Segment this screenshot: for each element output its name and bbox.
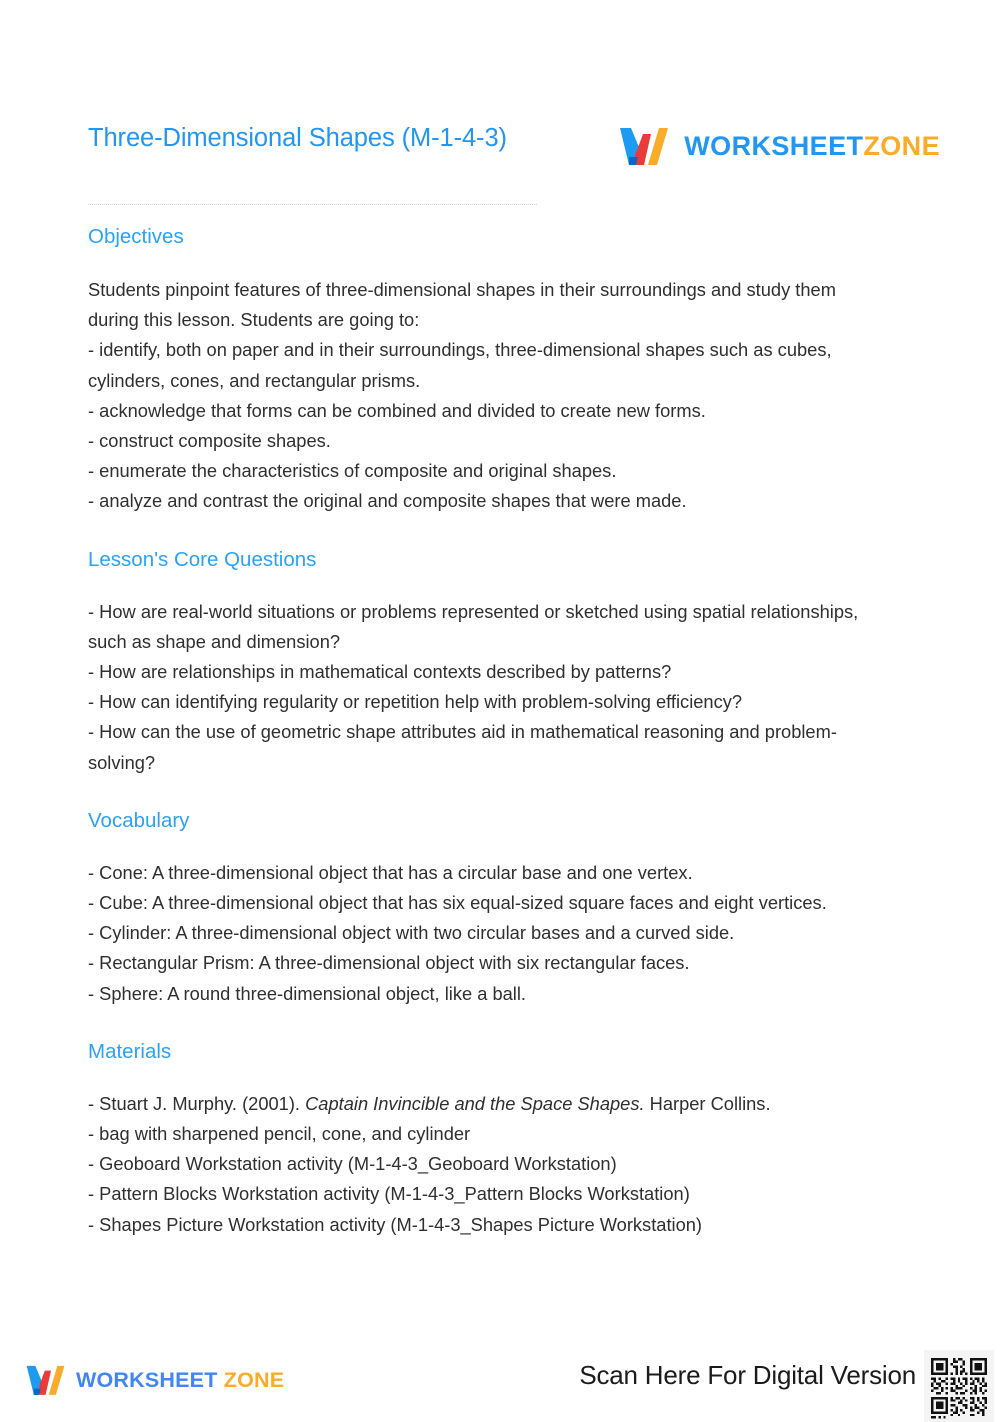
vocabulary-line: - Sphere: A round three-dimensional object, like a ball. [88, 982, 526, 1004]
footer-brand-wordmark [76, 1368, 284, 1393]
vocabulary-line: - Cylinder: A three-dimensional object with two circular bases and a curved side. [88, 922, 735, 944]
core-question-line: - How can the use of geometric shape attributes aid in mathematical reasoning and problem-solving? [88, 721, 837, 773]
worksheetzone-w-logo-icon [614, 124, 670, 168]
scan-here-label: Scan Here For Digital Version [579, 1360, 916, 1390]
brand-wordmark [684, 131, 940, 162]
qr-code-icon[interactable] [924, 1350, 994, 1422]
core-question-line: - How can identifying regularity or repetition help with problem-solving efficiency? [88, 691, 743, 713]
vocabulary-line: - Cube: A three-dimensional object that has six equal-sized square faces and eight vertices. [88, 892, 827, 914]
objectives-line: - construct composite shapes. [88, 430, 331, 452]
objectives-line: Students pinpoint features of three-dimensional shapes in their surroundings and study them during this lesson. Students are going to: [88, 279, 836, 331]
materials-line: - Pattern Blocks Workstation activity (M-1-4-3_Pattern Blocks Workstation) [88, 1183, 690, 1205]
objectives-line: - acknowledge that forms can be combined and divided to create new forms. [88, 399, 706, 421]
brand-word-part2: ZONE [863, 130, 940, 161]
section-heading-vocabulary: Vocabulary [88, 808, 190, 832]
objectives-line: - enumerate the characteristics of composite and original shapes. [88, 460, 617, 482]
vocabulary-line: - Cone: A three-dimensional object that has a circular base and one vertex. [88, 861, 693, 883]
worksheetzone-w-logo-icon [22, 1362, 66, 1398]
page-title: Three-Dimensional Shapes (M-1-4-3) [88, 124, 507, 152]
page-footer [0, 1346, 1000, 1414]
materials-line: - Geoboard Workstation activity (M-1-4-3_Geoboard Workstation) [88, 1153, 617, 1175]
materials-book-suffix: Harper Collins. [644, 1092, 771, 1114]
section-core-questions [88, 545, 888, 778]
brand-word-part1: WORKSHEET [684, 130, 864, 161]
footer-word-part2: ZONE [223, 1367, 285, 1392]
section-objectives [88, 222, 888, 517]
vocabulary-line: - Rectangular Prism: A three-dimensional object with six rectangular faces. [88, 952, 690, 974]
worksheet-content [88, 222, 888, 1246]
section-materials [88, 1037, 888, 1240]
core-question-line: - How are real-world situations or problems represented or sketched using spatial relationships, such as shape and dimension? [88, 600, 859, 652]
title-divider [88, 204, 537, 205]
page-header [88, 118, 940, 213]
materials-line-book [88, 1089, 888, 1119]
brand-logo[interactable] [614, 124, 940, 168]
footer-brand-logo[interactable] [22, 1362, 284, 1398]
objectives-line: - analyze and contrast the original and composite shapes that were made. [88, 490, 687, 512]
objectives-line: - identify, both on paper and in their surroundings, three-dimensional shapes such as cubes, cylinders, cones, and rectangular prisms. [88, 339, 832, 391]
footer-word-part1: WORKSHEET [76, 1367, 218, 1392]
section-heading-objectives: Objectives [88, 225, 184, 248]
section-heading-core-questions: Lesson's Core Questions [88, 547, 317, 571]
section-heading-materials: Materials [88, 1039, 172, 1063]
section-vocabulary [88, 806, 888, 1009]
materials-book-prefix: - Stuart J. Murphy. (2001). [88, 1092, 306, 1114]
materials-line: - bag with sharpened pencil, cone, and cylinder [88, 1123, 471, 1145]
materials-line: - Shapes Picture Workstation activity (M-1-4-3_Shapes Picture Workstation) [88, 1213, 703, 1235]
core-question-line: - How are relationships in mathematical contexts described by patterns? [88, 661, 672, 683]
materials-book-title: Captain Invincible and the Space Shapes. [305, 1092, 645, 1114]
